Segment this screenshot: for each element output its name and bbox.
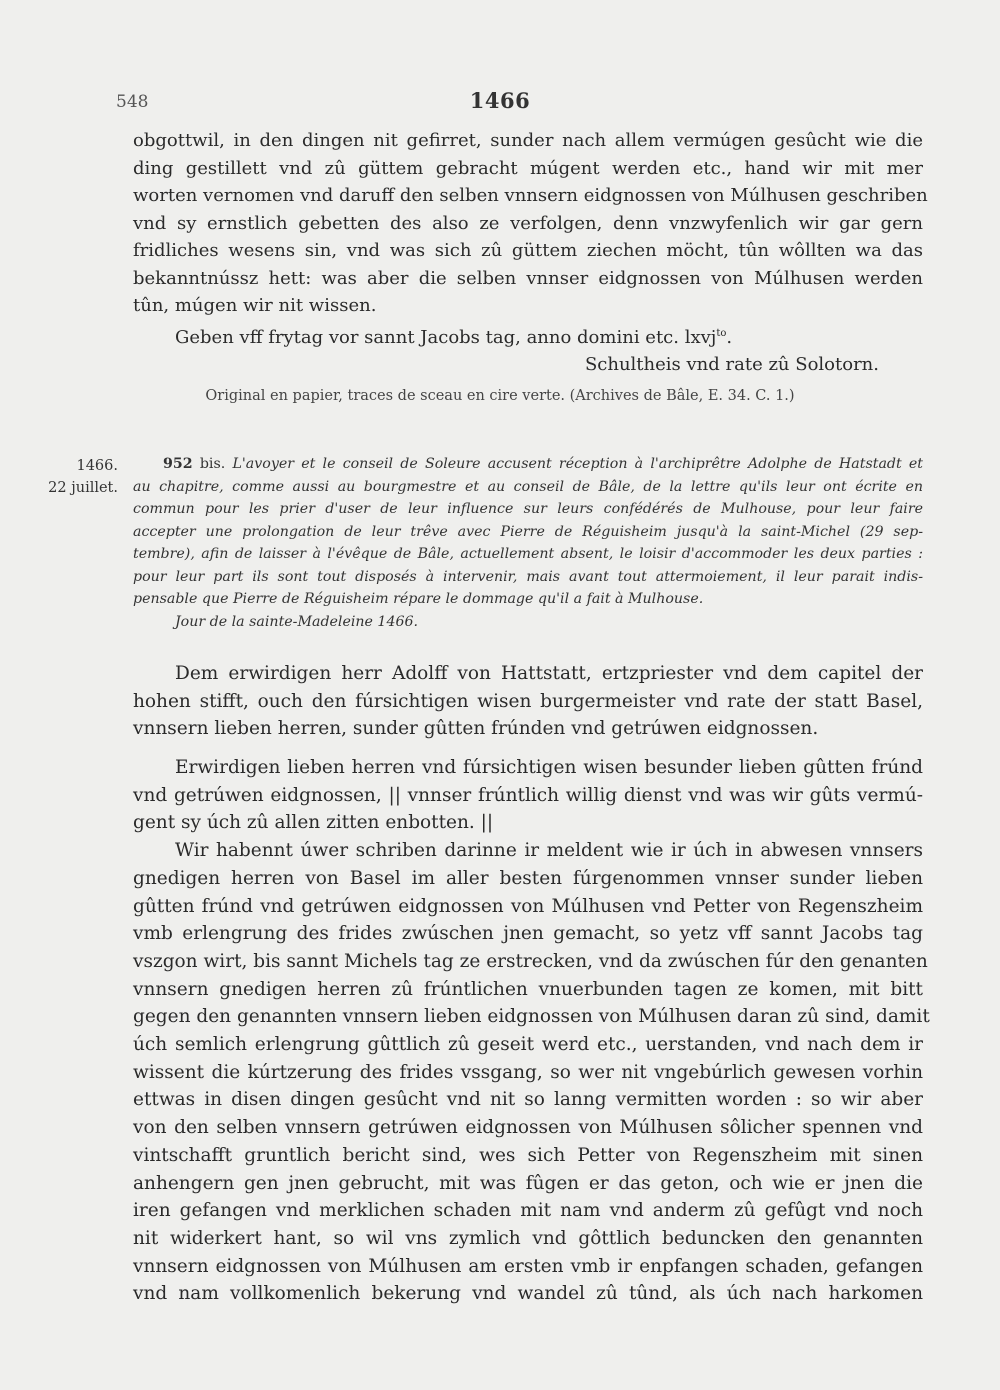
regest-line: au chapitre, comme aussi au bourgmestre et au conseil de Bâle, de la lettre qu'ils leur ont écrite en	[133, 478, 923, 495]
body-line: gent sy úch zû allen zitten enbotten. ||	[133, 812, 494, 834]
closing-line	[133, 320, 923, 352]
body-line: gûtten frúnd vnd getrúwen eidgnossen von Múlhusen vnd Petter von Regenszheim	[133, 895, 923, 917]
text-line: tûn, múgen wir nit wissen.	[133, 295, 377, 316]
body-line: vintschafft gruntlich bericht sind, wes sich Petter von Regenszheim mit sinen	[133, 1144, 923, 1166]
regest-line: accepter une prolongation de leur trêve avec Pierre de Réguisheim jusqu'à la saint-Michel (29 sep-	[133, 523, 923, 540]
regest-line: pensable que Pierre de Réguisheim répare le dommage qu'il a fait à Mulhouse.	[133, 591, 704, 607]
running-head-year: 1466	[469, 88, 531, 113]
signature: Schultheis vnd rate zû Solotorn.	[584, 354, 879, 375]
address-line: hohen stifft, ouch den fúrsichtigen wisen burgermeister vnd rate der statt Basel,	[133, 690, 923, 712]
margin-day: 22 juillet.	[48, 480, 118, 496]
body-line: gnedigen herren von Basel im aller besten fúrgenommen vnnser sunder lieben	[133, 867, 923, 889]
body-line: von den selben vnnsern getrúwen eidgnossen von Múlhusen sôlicher spennen vnd	[133, 1117, 923, 1139]
regest-line: tembre), afin de laisser à l'évêque de Bâle, actuellement absent, le loisir d'accommoder les deux parties :	[133, 546, 923, 562]
text-line: obgottwil, in den dingen nit gefirret, sunder nach allem vermúgen gesûcht wie die	[133, 130, 923, 151]
regest-text: L'avoyer et le conseil de Soleure accusent réception à l'archiprêtre Adolphe de Hatstadt et	[225, 456, 924, 472]
page-number: 548	[116, 92, 149, 112]
closing-period: .	[726, 326, 733, 348]
body-line: gegen den genannten vnnsern lieben eidgnossen von Múlhusen daran zû sind, damit	[133, 1006, 930, 1028]
document-number-suffix: bis.	[192, 456, 226, 472]
regest-line: pour leur part ils sont tout disposés à intervenir, mais avant tout attermoiement, il leur parait indis-	[133, 568, 923, 585]
body-line: anhengern gen jnen gebrucht, mit was fûgen er das geton, och wie er jnen die	[133, 1172, 923, 1194]
text-line: vnd sy ernstlich gebetten des also ze verfolgen, denn vnzwyfenlich wir gar gern	[133, 212, 923, 234]
regest-first-line	[133, 453, 923, 476]
regest-date: Jour de la sainte-Madeleine 1466.	[175, 613, 419, 630]
body-line: Erwirdigen lieben herren vnd fúrsichtigen wisen besunder lieben gûtten frúnd	[175, 757, 923, 778]
body-line: vnnsern gnedigen herren zû frúntlichen vnuerbunden tagen ze komen, mit bitt	[133, 978, 923, 1000]
body-line: vnd nam vollkomenlich bekerung vnd wandel zû tûnd, als úch nach harkomen	[133, 1283, 923, 1305]
body-line: vmb erlengrung des frides zwúschen jnen gemacht, so yetz vff sannt Jacobs tag	[133, 923, 923, 945]
closing-text: Geben vff frytag vor sannt Jacobs tag, anno domini etc. lxvj	[175, 326, 717, 348]
document-number: 952	[163, 456, 193, 472]
margin-date	[40, 455, 118, 499]
regest	[133, 453, 923, 633]
text-line: worten vernomen vnd daruff den selben vnnsern eidgnossen von Múlhusen geschriben	[133, 185, 928, 206]
address-line: Dem erwirdigen herr Adolff von Hattstatt, ertzpriester vnd dem capitel der	[175, 663, 923, 684]
letter-body	[133, 754, 930, 1308]
regest-line: commun pour les prier d'user de leur influence sur leurs confédérés de Mulhouse, pour leur faire	[133, 501, 923, 517]
body-line: Wir habennt úwer schriben darinne ir meldent wie ir úch in abwesen vnnsers	[175, 840, 923, 862]
source-note: Original en papier, traces de sceau en cire verte. (Archives de Bâle, E. 34. C. 1.)	[205, 388, 795, 404]
text-line: fridliches wesens sin, vnd was sich zû güttem ziechen möcht, tûn wôllten wa das	[133, 240, 923, 261]
text-line: bekanntnússz hett: was aber die selben vnnser eidgnossen von Múlhusen werden	[133, 267, 923, 289]
body-line: iren gefangen vnd merklichen schaden mit nam vnd anderm zû gefûgt vnd noch	[133, 1200, 923, 1222]
body-line: vszgon wirt, bis sannt Michels tag ze erstrecken, vnd da zwúschen fúr den genanten	[133, 950, 928, 972]
body-line: wissent die kúrtzerung des frides vssgang, so wer nit vngebúrlich gewesen vorhin	[133, 1061, 923, 1083]
letter-address	[133, 660, 923, 743]
body-line: vnnsern eidgnossen von Múlhusen am ersten vmb ir enpfangen schaden, gefangen	[133, 1255, 923, 1277]
closing-superscript: to	[716, 327, 727, 339]
body-line: ettwas in disen dingen gesûcht vnd nit so lanng vermitten worden : so wir aber	[133, 1089, 923, 1111]
body-line: vnd getrúwen eidgnossen, || vnnser frúntlich willig dienst vnd was wir gûts vermú-	[133, 784, 923, 806]
address-line: vnnsern lieben herren, sunder gûtten frúnden vnd getrúwen eidgnossen.	[133, 718, 819, 739]
body-line: nit widerkert hant, so wil vns zymlich vnd gôttlich beduncken den genannten	[133, 1227, 923, 1249]
margin-year: 1466.	[76, 458, 118, 474]
body-line: úch semlich erlengrung gûttlich zû geseit werd etc., uerstanden, vnd nach dem ir	[133, 1034, 923, 1056]
text-line: ding gestillett vnd zû güttem gebracht múgent werden etc., hand wir mit mer	[133, 157, 923, 179]
letter-conclusion	[133, 127, 928, 379]
